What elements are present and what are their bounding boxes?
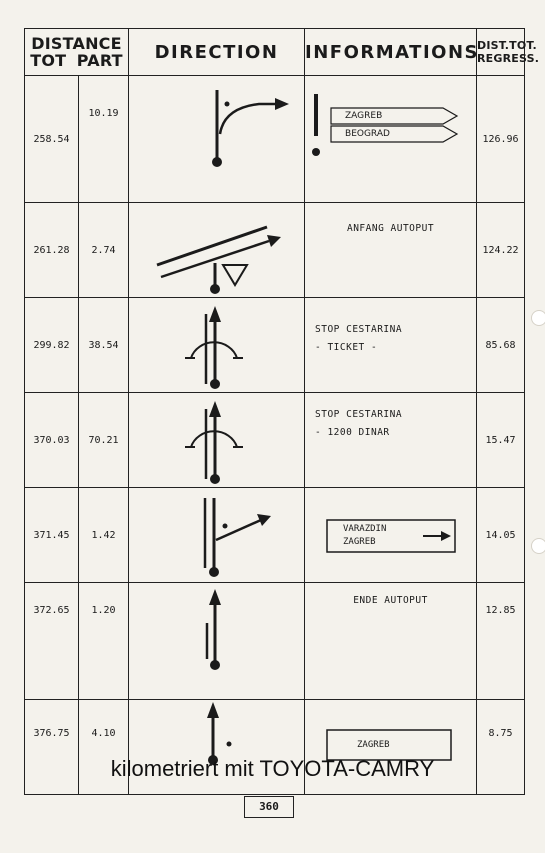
dist-tot-regress-header: [477, 29, 540, 76]
dist-tot-label: DIST.TOT.: [477, 39, 537, 52]
info-text: STOP CESTARINA: [315, 409, 403, 420]
tot-cell: 372.65: [25, 583, 79, 700]
table-row: [25, 393, 525, 488]
binder-hole: [531, 310, 545, 326]
direction-sign-shape: [305, 76, 477, 170]
info-cell: [305, 488, 477, 583]
part-cell: 70.21: [79, 393, 129, 488]
part-label: PART: [76, 51, 123, 70]
regress-cell: 15.47: [477, 393, 525, 488]
info-cell: [305, 583, 477, 700]
motorway-end-icon: [129, 583, 305, 677]
sign-text: VARAZDIN: [343, 524, 387, 534]
informations-label: INFORMATIONS: [305, 41, 479, 63]
turn-right-icon: [129, 76, 305, 170]
regress-cell: 14.05: [477, 488, 525, 583]
tot-cell: 371.45: [25, 488, 79, 583]
table-row: [25, 488, 525, 583]
sign-text: ZAGREB: [343, 537, 376, 547]
table-row: [25, 203, 525, 298]
footer-title: kilometriert mit TOYOTA-CAMRY: [110, 756, 435, 781]
part-cell: 4.10: [79, 700, 129, 795]
direction-label: DIRECTION: [154, 41, 279, 63]
part-cell: 1.20: [79, 583, 129, 700]
exit-right-icon: [129, 488, 305, 582]
info-cell: [305, 393, 477, 488]
regress-cell: 126.96: [477, 76, 525, 203]
page-number: 360: [244, 796, 294, 818]
distance-label: DISTANCE: [31, 34, 122, 53]
direction-cell: [129, 298, 305, 393]
binder-hole: [531, 538, 545, 554]
sign-text: BEOGRAD: [345, 129, 390, 139]
direction-cell: [129, 393, 305, 488]
motorway-merge-icon: [129, 203, 305, 297]
regress-cell: 85.68: [477, 298, 525, 393]
distance-header: [25, 29, 129, 76]
direction-cell: [129, 203, 305, 298]
info-text: STOP CESTARINA: [315, 324, 403, 335]
regress-cell: 124.22: [477, 203, 525, 298]
tot-cell: 370.03: [25, 393, 79, 488]
route-table: [24, 28, 540, 795]
part-cell: 1.42: [79, 488, 129, 583]
part-cell: 10.19: [79, 76, 129, 203]
part-cell: 2.74: [79, 203, 129, 298]
direction-header: [129, 29, 305, 76]
table-row: [25, 298, 525, 393]
regress-cell: 12.85: [477, 583, 525, 700]
info-text: - TICKET -: [315, 342, 378, 353]
header-row: [25, 29, 525, 76]
sign-text: ZAGREB: [357, 740, 390, 750]
tot-cell: 376.75: [25, 700, 79, 795]
tollbooth-straight-icon: [129, 393, 305, 487]
info-text: ANFANG AUTOPUT: [346, 223, 435, 234]
direction-cell: [129, 488, 305, 583]
table-row: [25, 76, 525, 203]
tot-cell: 261.28: [25, 203, 79, 298]
tot-cell: 258.54: [25, 76, 79, 203]
tollbooth-straight-icon: [129, 298, 305, 392]
direction-cell: [129, 76, 305, 203]
info-text: - 1200 DINAR: [315, 427, 390, 438]
regress-label: REGRESS.: [477, 52, 540, 65]
info-text: ENDE AUTOPUT: [353, 595, 428, 606]
regress-cell: 8.75: [477, 700, 525, 795]
informations-header: [305, 29, 477, 76]
destination-sign-box: [305, 488, 477, 582]
table-row: [25, 583, 525, 700]
sign-text: ZAGREB: [345, 111, 383, 121]
tot-cell: 299.82: [25, 298, 79, 393]
info-cell: [305, 76, 477, 203]
tot-label: TOT: [30, 51, 67, 70]
info-cell: [305, 203, 477, 298]
info-cell: [305, 298, 477, 393]
direction-cell: [129, 583, 305, 700]
part-cell: 38.54: [79, 298, 129, 393]
